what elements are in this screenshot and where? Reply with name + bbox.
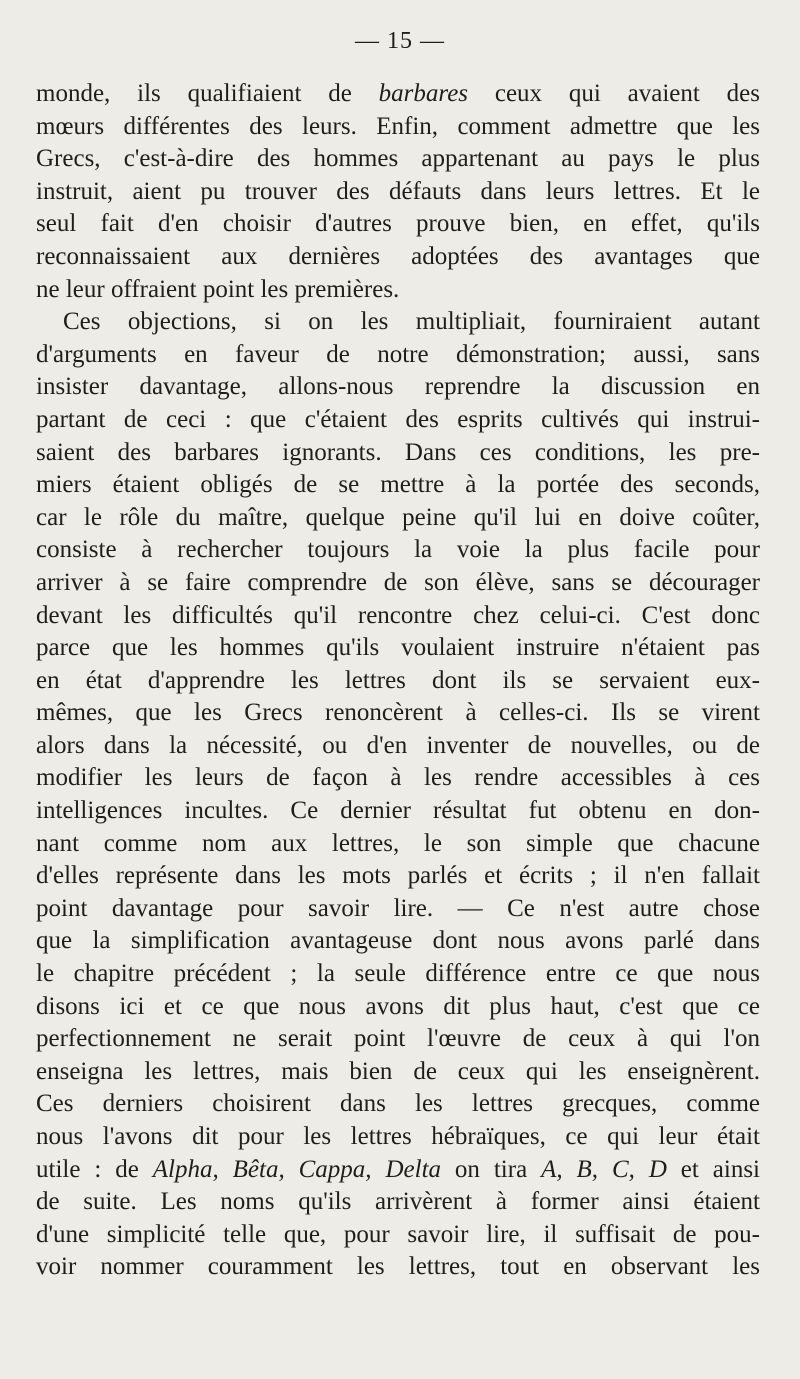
text-span: utile : de <box>36 1155 153 1183</box>
text-line <box>36 860 760 893</box>
text-line <box>36 274 760 307</box>
text-span: intelligences incultes. Ce dernier résultat fut obtenu en don- <box>36 797 760 825</box>
text-span: mêmes, que les Grecs renoncèrent à celles-ci. Ils se virent <box>36 699 760 727</box>
italic-text: Alpha, Bêta, Cappa, Delta <box>152 1155 442 1183</box>
text-line <box>36 78 760 111</box>
text-line <box>36 534 760 567</box>
text-span: Grecs, c'est-à-dire des hommes appartenant au pays le plus <box>36 145 760 173</box>
text-line <box>36 1088 760 1121</box>
italic-text: A, B, C, D <box>541 1155 667 1183</box>
text-span: seul fait d'en choisir d'autres prouve bien, en effet, qu'ils <box>36 210 760 238</box>
text-span: et ainsi <box>666 1155 760 1183</box>
text-span: arriver à se faire comprendre de son élève, sans se décourager <box>36 568 760 596</box>
text-line <box>36 828 760 861</box>
text-span: car le rôle du maître, quelque peine qu'il lui en doive coûter, <box>36 503 760 531</box>
text-line <box>36 208 760 241</box>
text-span: saient des barbares ignorants. Dans ces conditions, les pre- <box>36 438 760 466</box>
text-line <box>36 371 760 404</box>
text-span: nant comme nom aux lettres, le son simple que chacune <box>36 829 760 857</box>
text-line <box>36 600 760 633</box>
text-span: d'arguments en faveur de notre démonstration; aussi, sans <box>36 340 760 368</box>
text-line <box>36 697 760 730</box>
text-line <box>36 1251 760 1284</box>
text-span: modifier les leurs de façon à les rendre accessibles à ces <box>36 764 760 792</box>
text-line <box>36 730 760 763</box>
text-line <box>36 437 760 470</box>
text-line <box>36 1186 760 1219</box>
text-span: en état d'apprendre les lettres dont ils se servaient eux- <box>36 666 760 694</box>
page-number: — 15 — <box>355 28 445 54</box>
text-span: insister davantage, allons-nous reprendre la discussion en <box>36 373 760 401</box>
text-span: point davantage pour savoir lire. — Ce n'est autre chose <box>36 894 760 922</box>
text-span: perfectionnement ne serait point l'œuvre de ceux à qui l'on <box>36 1025 760 1053</box>
text-span: ceux qui avaient des <box>468 80 760 107</box>
text-span: on tira <box>441 1155 542 1183</box>
text-span: nous l'avons dit pour les lettres hébraïques, ce qui leur était <box>36 1123 760 1150</box>
text-line <box>36 1219 760 1252</box>
text-span: alors dans la nécessité, ou d'en inventer de nouvelles, ou de <box>36 731 760 759</box>
text-line <box>36 111 760 144</box>
body-text <box>36 78 760 1284</box>
text-line <box>36 632 760 665</box>
text-line <box>36 762 760 795</box>
text-span: miers étaient obligés de se mettre à la portée des seconds, <box>36 471 760 499</box>
text-span: devant les difficultés qu'il rencontre chez celui-ci. C'est donc <box>36 601 760 629</box>
text-span: Ces derniers choisirent dans les lettres grecques, comme <box>36 1090 760 1118</box>
text-line <box>36 502 760 535</box>
text-line <box>36 1154 760 1187</box>
text-span: instruit, aient pu trouver des défauts dans leurs lettres. Et le <box>36 177 760 205</box>
text-span: de suite. Les noms qu'ils arrivèrent à former ainsi étaient <box>36 1188 760 1216</box>
text-span: voir nommer couramment les lettres, tout en observant les <box>36 1253 760 1281</box>
text-line <box>36 991 760 1024</box>
text-line <box>36 893 760 926</box>
text-span: monde, ils qualifiaient de <box>36 80 379 107</box>
text-line <box>36 795 760 828</box>
text-span: parce que les hommes qu'ils voulaient instruire n'étaient pas <box>36 634 760 662</box>
text-span: mœurs différentes des leurs. Enfin, comment admettre que les <box>36 112 760 140</box>
text-span: que la simplification avantageuse dont nous avons parlé dans <box>36 927 760 955</box>
text-span: Ces objections, si on les multipliait, fourniraient autant <box>63 308 760 336</box>
text-span: d'elles représente dans les mots parlés et écrits ; il n'en fallait <box>36 862 760 890</box>
text-span: partant de ceci : que c'étaient des esprits cultivés qui instrui- <box>36 405 760 433</box>
text-span: consiste à rechercher toujours la voie la plus facile pour <box>36 536 760 564</box>
text-span: ne leur offraient point les premières. <box>36 275 400 303</box>
text-line <box>36 339 760 372</box>
text-span: enseigna les lettres, mais bien de ceux qui les enseignèrent. <box>36 1057 760 1085</box>
text-line <box>36 925 760 958</box>
text-span: d'une simplicité telle que, pour savoir lire, il suffisait de pou- <box>36 1220 760 1248</box>
text-line <box>36 404 760 437</box>
text-line <box>36 143 760 176</box>
text-line <box>36 665 760 698</box>
italic-text: barbares <box>378 80 469 107</box>
text-line <box>36 1056 760 1089</box>
text-line <box>36 306 760 339</box>
text-span: disons ici et ce que nous avons dit plus haut, c'est que ce <box>36 992 760 1020</box>
text-line <box>36 567 760 600</box>
text-line <box>36 1121 760 1154</box>
text-line <box>36 176 760 209</box>
text-span: le chapitre précédent ; la seule différence entre ce que nous <box>36 960 760 988</box>
text-line <box>36 241 760 274</box>
text-span: reconnaissaient aux dernières adoptées des avantages que <box>36 242 760 270</box>
text-line <box>36 469 760 502</box>
text-line <box>36 958 760 991</box>
text-line <box>36 1023 760 1056</box>
